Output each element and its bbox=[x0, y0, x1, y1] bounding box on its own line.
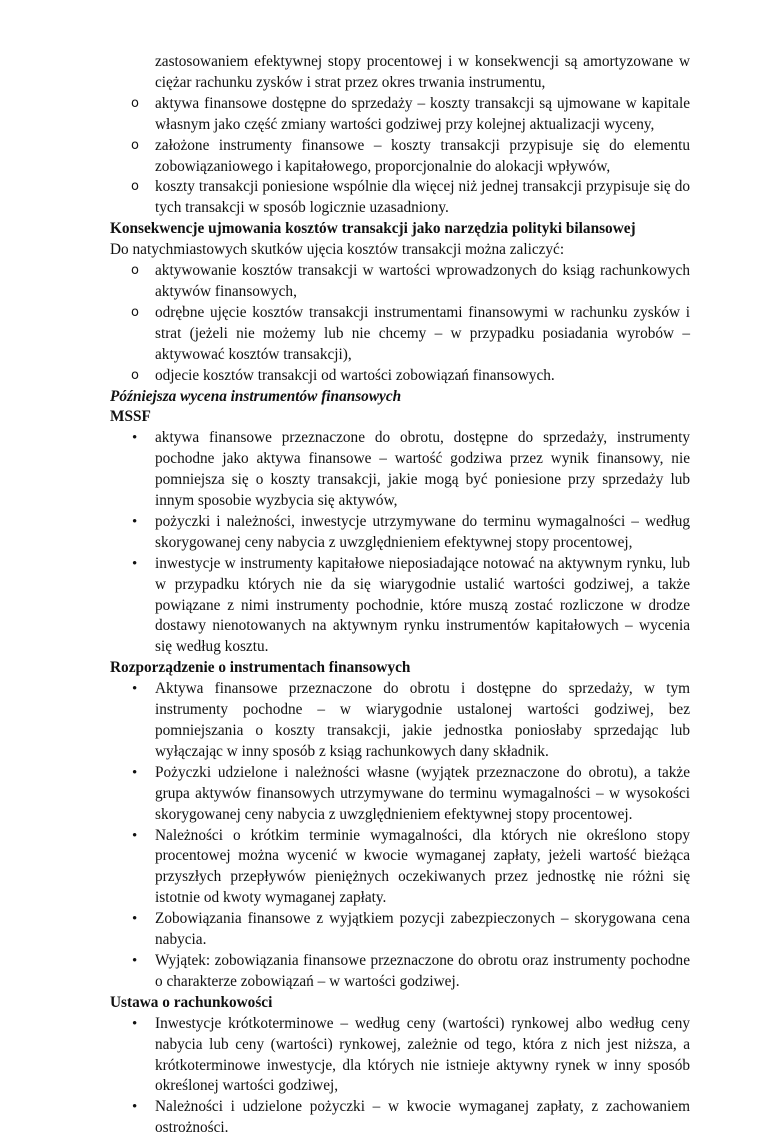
bullet-icon: • bbox=[132, 555, 138, 572]
bullet-icon: • bbox=[132, 1015, 138, 1032]
list-item bbox=[110, 94, 690, 136]
list-item bbox=[110, 428, 690, 512]
list-item bbox=[110, 136, 690, 178]
list-item-text: aktywa finansowe przeznaczone do obrotu, dostępne do sprzedaży, instrumenty pochodne jako aktywa finansowe – wartość godziwa przez wynik finansowy, nie pomniejsza się o koszty transakcji, jakie mogą być poniesione przy sprzedaży lub innym sposobie wyzbycia się aktywów, bbox=[155, 429, 690, 510]
list-item-text: Należności i udzielone pożyczki – w kwocie wymaganej zapłaty, z zachowaniem ostrożności. bbox=[155, 1098, 690, 1137]
bullet-icon: • bbox=[132, 911, 138, 928]
section-heading: Późniejsza wycena instrumentów finansowych bbox=[110, 387, 402, 405]
list-item-text: odjecie kosztów transakcji od wartości zobowiązań finansowych. bbox=[155, 366, 555, 384]
section-intro: Do natychmiastowych skutków ujęcia kosztów transakcji można zaliczyć: bbox=[110, 241, 565, 259]
list-item-text: Należności o krótkim terminie wymagalności, dla których nie określono stopy procentowej można wycenić w kwocie wymaganej zapłaty, jeżeli wartość bieżąca przyszłych przepływów pieniężnych oczekiwanych przez jednostkę nie różni się istotnie od kwoty wymaganej zapłaty. bbox=[155, 826, 690, 907]
list-item bbox=[110, 261, 690, 303]
list-item-text: Aktywa finansowe przeznaczone do obrotu i dostępne do sprzedaży, w tym instrumenty pochodne – w wiarygodnie ustalonej wartości godziwej, bez pomniejszania o koszty transakcji, jakie jednostka poniosłaby sprzedając lub wyłączając w inny sposób z ksiąg rachunkowych dany składnik. bbox=[155, 680, 690, 760]
section-heading: Konsekwencje ujmowania kosztów transakcji jako narzędzia polityki bilansowej bbox=[110, 220, 636, 238]
list-item-text: odrębne ujęcie kosztów transakcji instrumentami finansowymi w rachunku zysków i strat (jeżeli nie możemy lub nie chcemy – w przypadku posiadania wyrobów – aktywować kosztów transakcji), bbox=[155, 303, 690, 363]
hollow-bullet-icon: o bbox=[131, 367, 139, 383]
transaction-cost-list bbox=[110, 94, 690, 219]
list-item bbox=[110, 303, 690, 366]
subsection-heading: MSSF bbox=[110, 408, 151, 426]
list-item bbox=[110, 512, 690, 554]
hollow-bullet-icon: o bbox=[131, 263, 139, 279]
list-item bbox=[110, 177, 690, 219]
list-item-text: inwestycje w instrumenty kapitałowe nieposiadające notować na aktywnym rynku, lub w przypadku których nie da się wiarygodnie ustalić wartości godziwej, a także powiązane z nimi instrumenty pochodnie, które muszą zostać rozliczone w drodze dostawy nienotowanych na aktywnym rynku instrumentów kapitałowych – wycenia się według kosztu. bbox=[155, 554, 690, 656]
bullet-icon: • bbox=[132, 764, 138, 781]
list-item bbox=[110, 679, 690, 763]
hollow-bullet-icon: o bbox=[131, 304, 139, 320]
bullet-icon: • bbox=[132, 1099, 138, 1116]
list-item bbox=[110, 951, 690, 993]
paragraph-continuation: zastosowaniem efektywnej stopy procentowej i w konsekwencji są amortyzowane w ciężar rachunku zysków i strat przez okres trwania instrumentu, bbox=[155, 53, 690, 91]
list-item bbox=[110, 1014, 690, 1098]
list-item bbox=[110, 763, 690, 826]
list-item bbox=[110, 826, 690, 910]
accounting-act-list bbox=[110, 1014, 690, 1139]
hollow-bullet-icon: o bbox=[131, 179, 139, 195]
list-item bbox=[110, 366, 690, 387]
document-page bbox=[110, 52, 690, 1139]
list-item-text: pożyczki i należności, inwestycje utrzymywane do terminu wymagalności – według skorygowanej ceny nabycia z uwzględnieniem efektywnej stopy procentowej, bbox=[155, 512, 690, 551]
bullet-icon: • bbox=[132, 827, 138, 844]
list-item-text: Zobowiązania finansowe z wyjątkiem pozycji zabezpieczonych – skorygowana cena nabycia. bbox=[155, 910, 690, 949]
list-item-text: Wyjątek: zobowiązania finansowe przeznaczone do obrotu oraz instrumenty pochodne o charakterze zobowiązań – w wartości godziwej. bbox=[155, 951, 690, 990]
list-item-text: aktywowanie kosztów transakcji w wartości wprowadzonych do ksiąg rachunkowych aktywów finansowych, bbox=[155, 262, 690, 300]
hollow-bullet-icon: o bbox=[131, 137, 139, 153]
bullet-icon: • bbox=[132, 513, 138, 530]
list-item bbox=[110, 909, 690, 951]
mssf-list bbox=[110, 428, 690, 658]
list-item bbox=[110, 1097, 690, 1139]
list-item-text: aktywa finansowe dostępne do sprzedaży – koszty transakcji są ujmowane w kapitale własnym jako część zmiany wartości godziwej przy kolejnej aktualizacji wyceny, bbox=[155, 94, 690, 133]
section-heading: Ustawa o rachunkowości bbox=[110, 993, 273, 1011]
consequences-list bbox=[110, 261, 690, 386]
bullet-icon: • bbox=[132, 681, 138, 698]
list-item bbox=[110, 554, 690, 659]
list-item-text: koszty transakcji poniesione wspólnie dla więcej niż jednej transakcji przypisuje się do tych transakcji w sposób logicznie uzasadniony. bbox=[155, 178, 690, 217]
hollow-bullet-icon: o bbox=[131, 95, 139, 111]
list-item-text: Inwestycje krótkoterminowe – według ceny (wartości) rynkowej albo według ceny nabycia lub ceny (wartości) rynkowej, zależnie od tego, która z nich jest niższa, a krótkoterminowe inwestycje, dla których nie istnieje aktywny rynek w inny sposób określonej wartości godziwej, bbox=[155, 1014, 690, 1095]
list-item-text: założone instrumenty finansowe – koszty transakcji przypisuje się do elementu zobowiązaniowego i kapitałowego, proporcjonalnie do alokacji wpływów, bbox=[155, 136, 690, 175]
bullet-icon: • bbox=[132, 430, 138, 447]
regulation-list bbox=[110, 679, 690, 993]
list-item-text: Pożyczki udzielone i należności własne (wyjątek przeznaczone do obrotu), a także grupa aktywów finansowych utrzymywane do terminu wymagalności – w wysokości skorygowanej ceny nabycia z uwzględnieniem efektywnej stopy procentowej. bbox=[155, 763, 690, 823]
section-heading: Rozporządzenie o instrumentach finansowych bbox=[110, 659, 411, 677]
bullet-icon: • bbox=[132, 952, 138, 969]
